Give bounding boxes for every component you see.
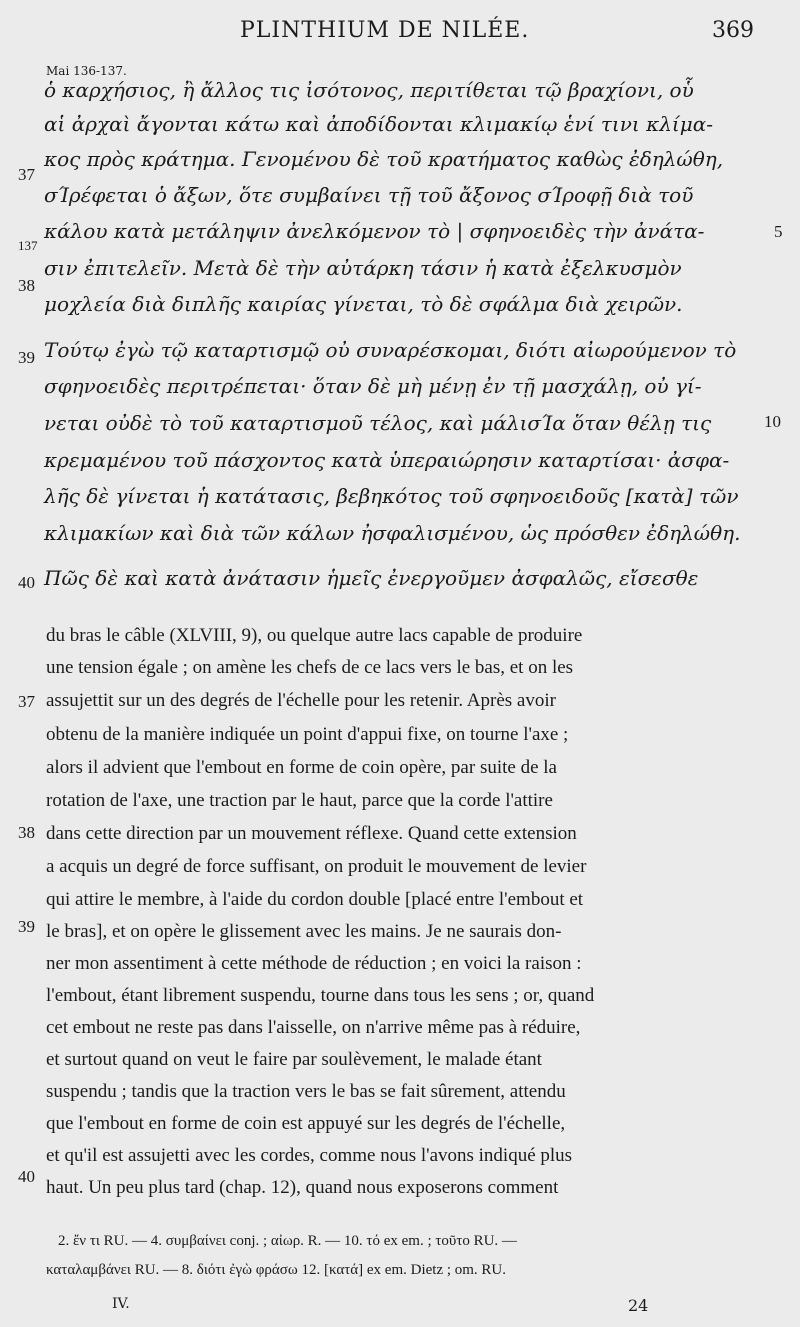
line-number: 40 bbox=[18, 573, 35, 592]
french-line: dans cette direction par un mouvement réflexe. Quand cette extension bbox=[46, 823, 577, 844]
french-line: que l'embout en forme de coin est appuyé sur les degrés de l'échelle, bbox=[46, 1113, 566, 1134]
margin-line-number: 5 bbox=[774, 222, 783, 241]
sheet-number: 24 bbox=[628, 1296, 649, 1315]
line-number: 40 bbox=[18, 1167, 35, 1186]
french-line: rotation de l'axe, une traction par le haut, parce que la corde l'attire bbox=[46, 790, 553, 811]
running-title: PLINTHIUM DE NILÉE. bbox=[240, 18, 530, 43]
footnote-line: 2. ἔν τι RU. — 4. συμβαίνει conj. ; αἰωρ. R. — 10. τό ex em. ; τοῦτο RU. — bbox=[58, 1233, 517, 1249]
french-line: alors il advient que l'embout en forme de coin opère, par suite de la bbox=[46, 757, 557, 778]
greek-line: σιν ἐπιτελεῖν. Μετὰ δὲ τὴν αὐτάρκη τάσιν ἡ κατὰ ἐξελκυσμὸν bbox=[44, 256, 682, 280]
french-line: a acquis un degré de force suffisant, on produit le mouvement de levier bbox=[46, 856, 587, 877]
margin-line-number: 10 bbox=[764, 412, 781, 431]
footnote-line: καταλαμβάνει RU. — 8. διότι ἐγὼ φράσω 12. [κατά] ex em. Dietz ; om. RU. bbox=[46, 1262, 507, 1278]
french-line: assujettit sur un des degrés de l'échelle pour les retenir. Après avoir bbox=[46, 690, 556, 711]
line-number: 38 bbox=[18, 823, 35, 842]
greek-line: κάλου κατὰ μετάληψιν ἀνελκόμενον τὸ | σφηνοειδὲς τὴν ἀνάτα- bbox=[44, 219, 705, 243]
french-line: une tension égale ; on amène les chefs de ce lacs vers le bas, et on les bbox=[46, 657, 574, 678]
french-line: obtenu de la manière indiquée un point d'appui fixe, on tourne l'axe ; bbox=[46, 724, 569, 745]
greek-line: αἱ ἀρχαὶ ἄγονται κάτω καὶ ἀποδίδονται κλιμακίῳ ἑνί τινι κλίμα- bbox=[44, 112, 713, 136]
line-number: 38 bbox=[18, 276, 35, 295]
french-line: du bras le câble (XLVIII, 9), ou quelque autre lacs capable de produire bbox=[46, 625, 583, 646]
greek-line: ὁ καρχήσιος, ἢ ἄλλος τις ἰσότονος, περιτίθεται τῷ βραχίονι, οὗ bbox=[44, 78, 694, 102]
greek-line: νεται οὐδὲ τὸ τοῦ καταρτισμοῦ τέλος, καὶ μάλισΊα ὅταν θέλῃ τις bbox=[44, 411, 712, 435]
french-line: haut. Un peu plus tard (chap. 12), quand nous exposerons comment bbox=[46, 1177, 559, 1198]
running-header bbox=[0, 18, 800, 48]
mai-reference: Mai 136-137. bbox=[46, 64, 127, 78]
signature-mark: IV. bbox=[112, 1296, 130, 1312]
french-line: le bras], et on opère le glissement avec les mains. Je ne saurais don- bbox=[46, 921, 562, 942]
greek-line: κρεμαμένου τοῦ πάσχοντος κατὰ ὑπεραιώρησιν καταρτίσαι· ἀσφα- bbox=[44, 448, 730, 472]
line-number: 39 bbox=[18, 917, 35, 936]
greek-line: σφηνοειδὲς περιτρέπεται· ὅταν δὲ μὴ μένῃ ἐν τῇ μασχάλῃ, οὐ γί- bbox=[44, 374, 702, 398]
line-number: 137 bbox=[18, 238, 38, 253]
line-number: 39 bbox=[18, 348, 35, 367]
french-line: l'embout, étant librement suspendu, tourne dans tous les sens ; or, quand bbox=[46, 985, 595, 1006]
page-number: 369 bbox=[712, 18, 754, 43]
greek-line: Πῶς δὲ καὶ κατὰ ἀνάτασιν ἡμεῖς ἐνεργοῦμεν ἀσφαλῶς, εἴσεσθε bbox=[44, 566, 699, 590]
french-line: qui attire le membre, à l'aide du cordon double [placé entre l'embout et bbox=[46, 889, 584, 910]
greek-line: μοχλεία διὰ διπλῆς καιρίας γίνεται, τὸ δὲ σφάλμα διὰ χειρῶν. bbox=[44, 292, 683, 316]
greek-line: κος πρὸς κράτημα. Γενομένου δὲ τοῦ κρατήματος καθὼς ἐδηλώθη, bbox=[44, 147, 724, 171]
french-line: ner mon assentiment à cette méthode de réduction ; en voici la raison : bbox=[46, 953, 582, 974]
greek-line: Τούτῳ ἐγὼ τῷ καταρτισμῷ οὐ συναρέσκομαι, διότι αἰωρούμενον τὸ bbox=[44, 338, 737, 362]
greek-line: κλιμακίων καὶ διὰ τῶν κάλων ἠσφαλισμένου, ὡς πρόσθεν ἐδηλώθη. bbox=[44, 521, 741, 545]
french-line: cet embout ne reste pas dans l'aisselle, on n'arrive même pas à réduire, bbox=[46, 1017, 581, 1038]
greek-line: λῆς δὲ γίνεται ἡ κατάτασις, βεβηκότος τοῦ σφηνοειδοῦς [κατὰ] τῶν bbox=[44, 484, 739, 508]
french-line: et qu'il est assujetti avec les cordes, comme nous l'avons indiqué plus bbox=[46, 1145, 573, 1166]
line-number: 37 bbox=[18, 692, 35, 711]
french-line: suspendu ; tandis que la traction vers le bas se fait sûrement, attendu bbox=[46, 1081, 566, 1102]
line-number: 37 bbox=[18, 165, 35, 184]
french-line: et surtout quand on veut le faire par soulèvement, le malade étant bbox=[46, 1049, 542, 1070]
greek-line: σΊρέφεται ὁ ἄξων, ὅτε συμβαίνει τῇ τοῦ ἄξονος σΊροφῇ διὰ τοῦ bbox=[44, 183, 694, 207]
